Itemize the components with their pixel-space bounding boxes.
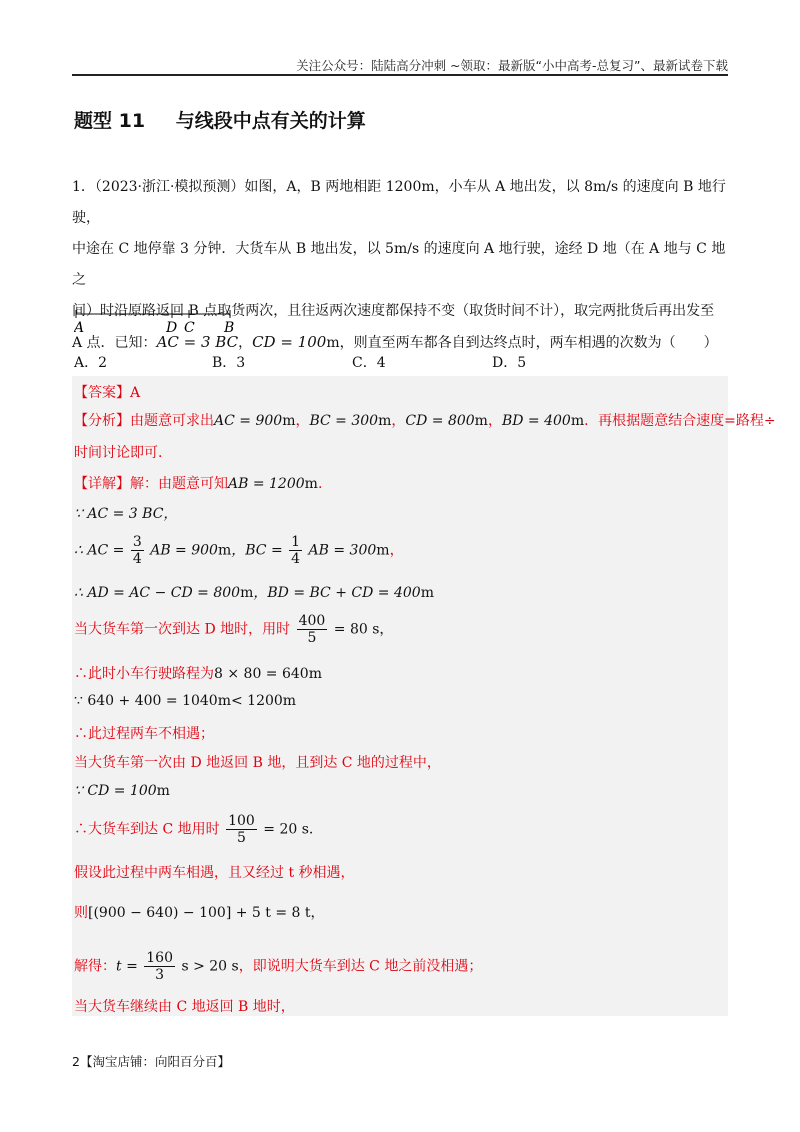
detail-line-13: 则[(900 − 640) − 100] + 5 t = 8 t， bbox=[74, 905, 325, 921]
question-line-2: 中途在 C 地停靠 3 分钟．大货车从 B 地出发，以 5m/s 的速度向 A 地行驶，途经 D 地（在 A 地与 C 地之 bbox=[72, 241, 726, 288]
option-b: B．3 bbox=[212, 355, 246, 371]
detail-line-3: ∴ AC = $\frac{3}{4}$ AB = 900m，BC = $\frac{1}{4}$ AB = 300m， bbox=[74, 534, 404, 567]
option-a: A．2 bbox=[74, 355, 108, 371]
detail-line-15: 当大货车继续由 C 地返回 B 地时， bbox=[74, 999, 295, 1015]
label-b: B bbox=[224, 320, 235, 336]
option-d: D．5 bbox=[492, 355, 527, 371]
shop-name: 【淘宝店铺：向阳百分百】 bbox=[79, 1054, 230, 1069]
detail-line-9: 当大货车第一次由 D 地返回 B 地，且到达 C 地的过程中， bbox=[74, 755, 441, 771]
detail-line-10: ∵ CD = 100m bbox=[74, 783, 170, 799]
section-title-label: 题型 11 bbox=[74, 110, 146, 132]
fraction-1-4: $\frac{1}{4}$ bbox=[291, 534, 301, 567]
answer-value: A bbox=[130, 385, 141, 401]
page-header: 关注公众号：陆陆高分冲刺 ~领取：最新版“小中高考-总复习”、最新试卷下载 bbox=[296, 58, 728, 73]
detail-line-14: 解得：t = $\frac{160}{3}$ s > 20 s，即说明大货车到达 C 地之前没相遇； bbox=[74, 950, 483, 983]
label-c: C bbox=[184, 320, 195, 336]
detail-line-8: ∴此过程两车不相遇； bbox=[74, 726, 214, 742]
question-line-1: 1．（2023·浙江·模拟预测）如图，A，B 两地相距 1200m，小车从 A 地出发，以 8m/s 的速度向 B 地行驶， bbox=[72, 179, 726, 226]
fraction-3-4: $\frac{3}{4}$ bbox=[132, 534, 142, 567]
detail-line-4: ∴ AD = AC − CD = 800m，BD = BC + CD = 400m bbox=[74, 585, 434, 601]
page-footer bbox=[72, 1052, 230, 1070]
answer-line bbox=[74, 382, 140, 402]
detail-line-2: ∵ AC = 3 BC， bbox=[74, 506, 178, 522]
fraction-400-5: $\frac{400}{5}$ bbox=[298, 613, 326, 646]
analysis-line-2: 时间讨论即可. bbox=[74, 445, 163, 461]
math-ac-3bc: AC = 3 BC bbox=[156, 333, 239, 351]
detail-line-7: ∵ 640 + 400 = 1040m< 1200m bbox=[74, 693, 297, 709]
option-c: C．4 bbox=[352, 355, 386, 371]
header-rule bbox=[72, 74, 728, 76]
section-title-text: 与线段中点有关的计算 bbox=[175, 110, 366, 132]
fraction-160-3: $\frac{160}{3}$ bbox=[146, 950, 173, 983]
fraction-100-5: $\frac{100}{5}$ bbox=[228, 813, 255, 846]
section-title bbox=[74, 106, 366, 133]
detail-line-11: ∴大货车到达 C 地用时 $\frac{100}{5}$ = 20 s. bbox=[74, 813, 314, 846]
math-cd: CD = 100 bbox=[252, 333, 327, 351]
label-d: D bbox=[166, 320, 178, 336]
analysis-line-1: 【分析】由题意可求出AC = 900m，BC = 300m，CD = 800m，BD = 400m．再根据题意结合速度=路程÷ bbox=[74, 413, 776, 429]
detail-line-5: 当大货车第一次到达 D 地时，用时 $\frac{400}{5}$ = 80 s， bbox=[74, 613, 394, 646]
label-a: A bbox=[74, 320, 85, 336]
detail-line-6: ∴此时小车行驶路程为8 × 80 = 640m bbox=[74, 666, 322, 682]
question-line-4: A 点．已知：AC = 3 BC，CD = 100m，则直至两车都各自到达终点时，两车相遇的次数为（ ） bbox=[72, 333, 718, 351]
page-number: 2 bbox=[72, 1054, 80, 1069]
question-line-3: 间）时沿原路返回 B 点取货两次，且往返两次速度都保持不变（取货时间不计），取完两批货后再出发至 bbox=[72, 303, 715, 319]
segment-diagram bbox=[74, 306, 244, 336]
answer-tag: 【答案】 bbox=[74, 385, 130, 401]
detail-line-12: 假设此过程中两车相遇，且又经过 t 秒相遇， bbox=[74, 865, 355, 881]
detail-line-1: 【详解】解：由题意可知AB = 1200m. bbox=[74, 476, 323, 492]
